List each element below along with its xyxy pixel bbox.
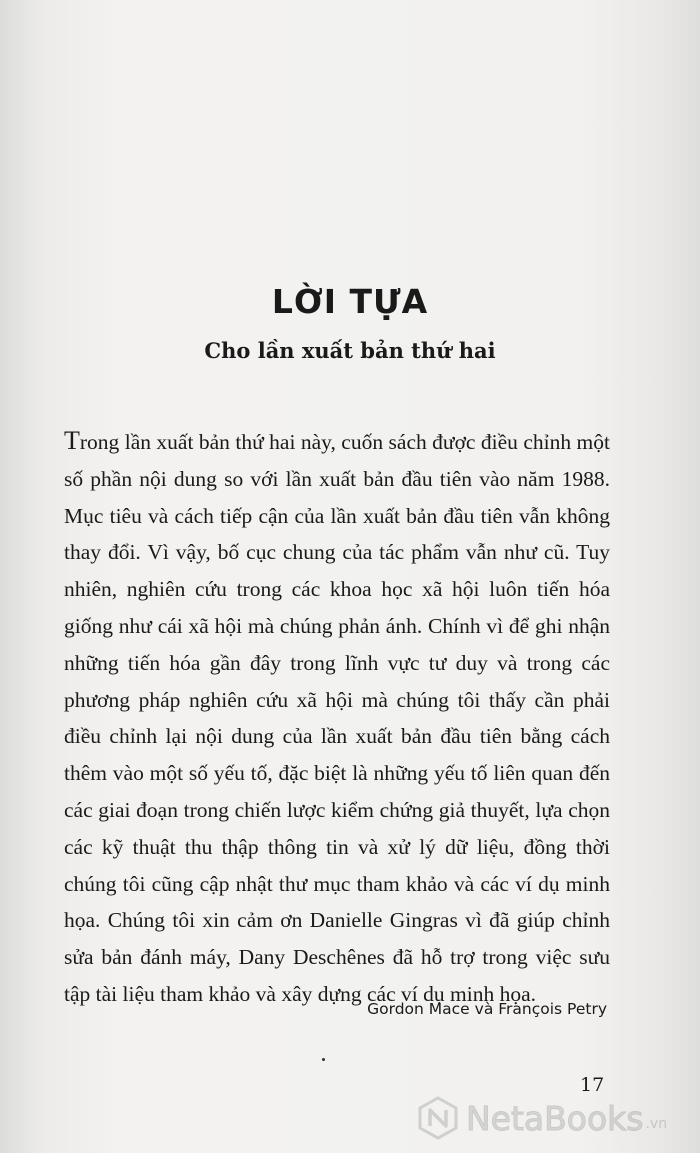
watermark [416,1090,667,1146]
chapter-subtitle: Cho lần xuất bản thứ hai [204,338,496,363]
page-number: 17 [580,1074,605,1096]
print-speck [322,1058,325,1061]
chapter-title: LỜI TỰA [271,282,429,321]
watermark-text: NetaBooks [466,1098,644,1138]
body-paragraph: Trong lần xuất bản thứ hai này, cuốn sách được điều chỉnh một số phần nội dung so với lần xuất bản đầu tiên vào năm 1988. Mục tiêu và cách tiếp cận của lần xuất bản đầu tiên vẫn không thay đổi. Vì vậy, bố cục chung của tác phẩm vẫn như cũ. Tuy nhiên, nghiên cứu trong các khoa học xã hội luôn tiến hóa giống như cái xã hội mà chúng phản ánh. Chính vì để ghi nhận những tiến hóa gần đây trong lĩnh vực tư duy và trong các phương pháp nghiên cứu xã hội mà chúng tôi thấy cần phải điều chỉnh lại nội dung của lần xuất bản đầu tiên bằng cách thêm vào một số yếu tố, đặc biệt là những yếu tố liên quan đến các giai đoạn trong chiến lược kiểm chứng giả thuyết, lựa chọn các kỹ thuật thu thập thông tin và xử lý dữ liệu, đồng thời chúng tôi cũng cập nhật thư mục tham khảo và các ví dụ minh họa. Chúng tôi xin cảm ơn Danielle Gingras vì đã giúp chỉnh sửa bản đánh máy, Dany Deschênes đã hỗ trợ trong việc sưu tập tài liệu tham khảo và xây dựng các ví dụ minh họa. [64,426,610,1006]
author-signature: Gordon Mace và François Petry [367,1000,607,1018]
watermark-suffix: .vn [645,1116,668,1132]
netabooks-logo-icon [416,1096,460,1140]
